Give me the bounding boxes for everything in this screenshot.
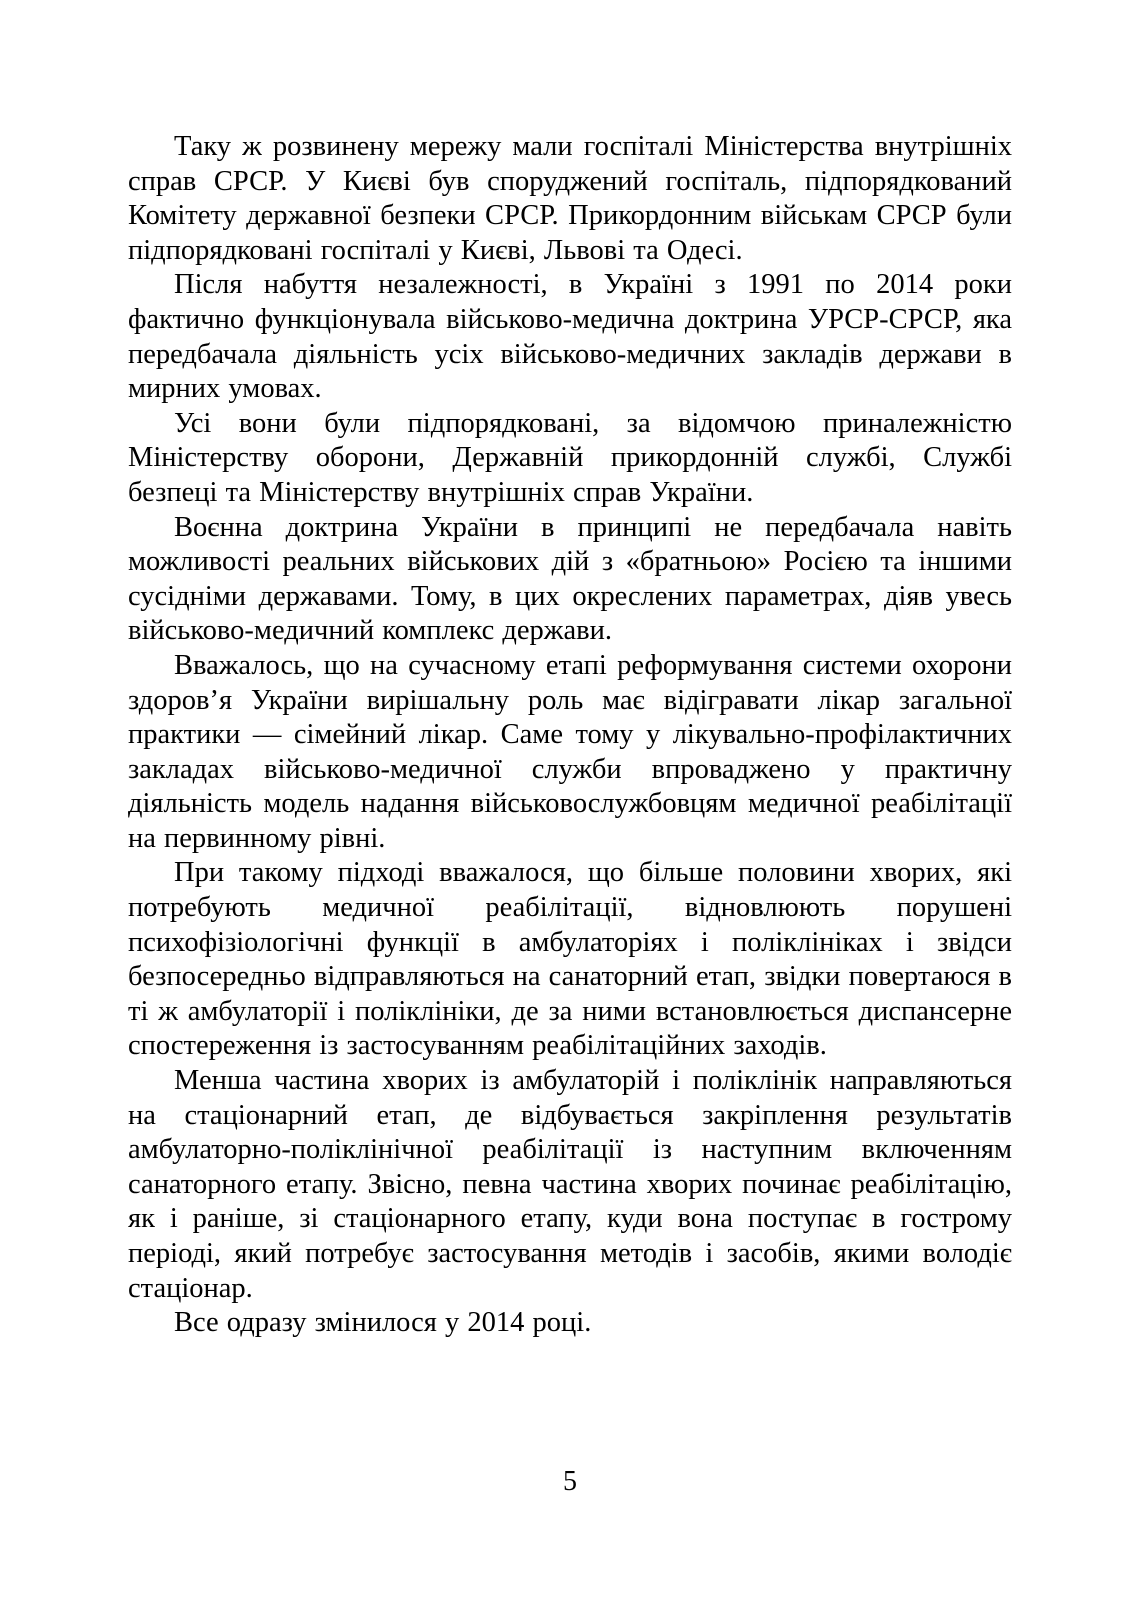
- paragraph: При такому підході вважалося, що більше половини хворих, які потребують медичної реабілітації, відновлюють порушені психофізіологічні функції в амбулаторіях і поліклініках і звідси безпосередньо відправляються на санаторний етап, звідки повертаюся в ті ж амбулаторії і поліклініки, де за ними встановлюється диспансерне спостереження із застосуванням реабілітаційних заходів.: [128, 857, 1012, 1062]
- paragraph: Усі вони були підпорядковані, за відомчою приналежністю Міністерству оборони, Державній прикордонній службі, Службі безпеці та Міністерству внутрішніх справ України.: [128, 407, 1012, 508]
- paragraph: Таку ж розвинену мережу мали госпіталі Міністерства внутрішніх справ СРСР. У Києві був споруджений госпіталь, підпорядкований Комітету державної безпеки СРСР. Прикордонним військам СРСР були підпорядковані госпіталі у Києві, Львові та Одесі.: [128, 131, 1012, 266]
- paragraph: Після набуття незалежності, в Україні з 1991 по 2014 роки фактично функціонувала військово-медична доктрина УРСР-СРСР, яка передбачала діяльність усіх військово-медичних закладів держави в мирних умовах.: [128, 269, 1012, 405]
- paragraph: Менша частина хворих із амбулаторій і поліклінік направляються на стаціонарний етап, де відбувається закріплення результатів амбулаторно-поліклінічної реабілітації із наступним включенням санаторного етапу. Звісно, певна частина хворих починає реабілітацію, як і раніше, зі стаціонарного етапу, куди вона поступає в гострому періоді, який потребує застосування методів і засобів, якими володіє стаціонар.: [128, 1065, 1012, 1304]
- paragraph: Все одразу змінилося у 2014 році.: [174, 1307, 592, 1339]
- paragraph: Вважалось, що на сучасному етапі реформування системи охорони здоров’я України вирішальну роль має відігравати лікар загальної практики — сімейний лікар. Саме тому у лікувально-профілактичних закладах військово-медичної служби впроваджено у практичну діяльність модель надання військовослужбовцям медичної реабілітації на первинному рівні.: [128, 649, 1012, 854]
- paragraph: Воєнна доктрина України в принципі не передбачала навіть можливості реальних військових дій з «братньою» Росією та іншими сусідніми державами. Тому, в цих окреслених параметрах, діяв увесь військово-медичний комплекс держави.: [128, 511, 1012, 647]
- body-text: [128, 130, 1012, 1341]
- page-number: 5: [563, 1466, 577, 1497]
